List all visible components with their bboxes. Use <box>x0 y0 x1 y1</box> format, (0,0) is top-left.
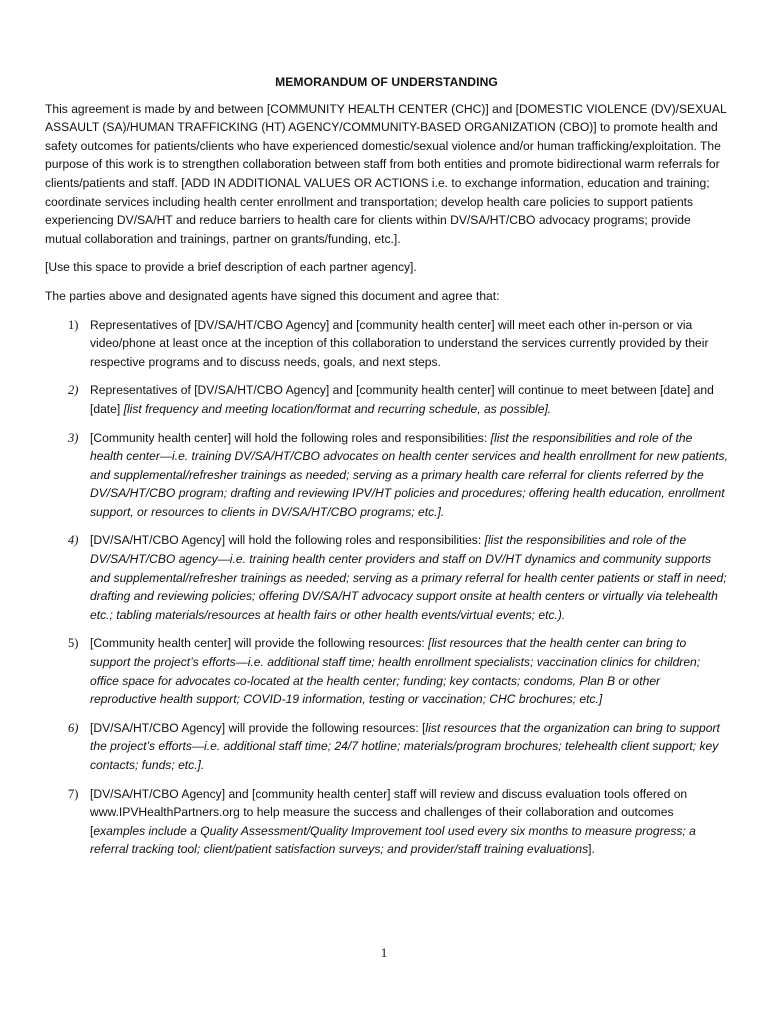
item-text: [DV/SA/HT/CBO Agency] and [community health center] staff will review and discuss evaluation tools offered on www.IPVHealthPartners.org to help measure the success and challenges of their collaboration and outcomes [ <box>90 786 688 838</box>
item-text: [DV/SA/HT/CBO Agency] will provide the following resources: [ <box>90 720 426 735</box>
item-text: Representatives of [DV/SA/HT/CBO Agency] and [community health center] will meet each other in-person or via video/phone at least once at the inception of this collaboration to understand the services currently provided by their respective programs and to discuss needs, goals, and next steps. <box>90 317 709 369</box>
list-item <box>45 719 728 775</box>
list-item <box>45 316 728 372</box>
document-title: MEMORANDUM OF UNDERSTANDING <box>275 75 498 89</box>
item-number: 7) <box>68 786 79 801</box>
list-item <box>45 531 728 624</box>
item-number: 6) <box>68 720 79 735</box>
item-number: 4) <box>68 533 79 548</box>
list-item <box>45 381 728 418</box>
list-item <box>45 634 728 708</box>
page-number: 1 <box>380 945 388 960</box>
item-italic-text: examples include a Quality Assessment/Quality Improvement tool used every six months to measure progress; a referral tracking tool; client/patient satisfaction surveys; and provider/staff training evaluations <box>90 823 696 857</box>
item-number: 1) <box>68 317 79 332</box>
agreement-list <box>45 316 728 859</box>
item-text: [DV/SA/HT/CBO Agency] will hold the following roles and responsibilities: <box>90 533 485 548</box>
item-text: [Community health center] will hold the following roles and responsibilities: <box>90 430 491 445</box>
item-italic-text: list resources that the organization can bring to support the project’s efforts—i.e. additional staff time; 24/7 hotline; materials/program brochures; telehealth client support; key contacts; funds; etc.]. <box>90 720 720 772</box>
item-number: 3) <box>68 430 79 445</box>
intro-paragraph: This agreement is made by and between [COMMUNITY HEALTH CENTER (CHC)] and [DOMESTIC VIOLENCE (DV)/SEXUAL ASSAULT (SA)/HUMAN TRAFFICKING (HT) AGENCY/COMMUNITY-BASED ORGANIZATION (CBO)] to promote health and safety outcomes for patients/clients who have experienced domestic/sexual violence and/or human trafficking/exploitation. The purpose of this work is to strengthen collaboration between staff from both entities and promote bidirectional warm referrals for clients/patients and staff. [ADD IN ADDITIONAL VALUES OR ACTIONS i.e. to exchange information, education and training; coordinate services including health center enrollment and transportation; develop health care policies to support patients experiencing DV/SA/HT and reduce barriers to health care for clients within DV/SA/HT/CBO advocacy programs; provide mutual collaboration and trainings, partner on grants/funding, etc.]. <box>45 101 727 246</box>
list-item <box>45 785 728 859</box>
item-text: Representatives of [DV/SA/HT/CBO Agency] and [community health center] will continue to meet between [date] and [date] <box>90 383 714 416</box>
item-italic-text: [list resources that the health center can bring to support the project’s efforts—i.e. additional staff time; health enrollment specialists; vaccination clinics for children; office space for advocates co-located at the health center; funding; key contacts; condoms, Plan B or other reproductive health support; COVID-19 information, testing or vaccination; CHC brochures; etc.] <box>90 636 701 707</box>
item-italic-text: [list the responsibilities and role of the health center—i.e. training DV/SA/HT/CBO advocates on health center services and health enrollment for new patients, and supplemental/refresher trainings as needed; serving as a primary health care referral for clients referred by the DV/SA/HT/CBO program; drafting and reviewing IPV/HT policies and procedures; offering health education, enrollment support, or resources to clients in DV/SA/HT/CBO programs; etc.]. <box>90 430 728 519</box>
item-tail-text: ]. <box>588 842 595 857</box>
item-number: 2) <box>68 383 79 398</box>
description-placeholder: [Use this space to provide a brief description of each partner agency]. <box>45 260 417 275</box>
agreement-lead: The parties above and designated agents have signed this document and agree that: <box>45 288 500 303</box>
item-italic-text: [list the responsibilities and role of the DV/SA/HT/CBO agency—i.e. training health center providers and staff on DV/HT dynamics and community supports and supplemental/refresher trainings as needed; serving as a primary referral for health center patients or staff in need; drafting and reviewing policies; offering DV/SA/HT advocacy support onsite at health centers or virtually via telehealth etc.; tabling materials/resources at health fairs or other health events/virtual events; etc.). <box>90 533 727 622</box>
item-number: 5) <box>68 636 79 651</box>
item-text: [Community health center] will provide the following resources: <box>90 636 429 651</box>
list-item <box>45 429 728 522</box>
item-italic-text: [list frequency and meeting location/format and recurring schedule, as possible]. <box>123 401 552 416</box>
